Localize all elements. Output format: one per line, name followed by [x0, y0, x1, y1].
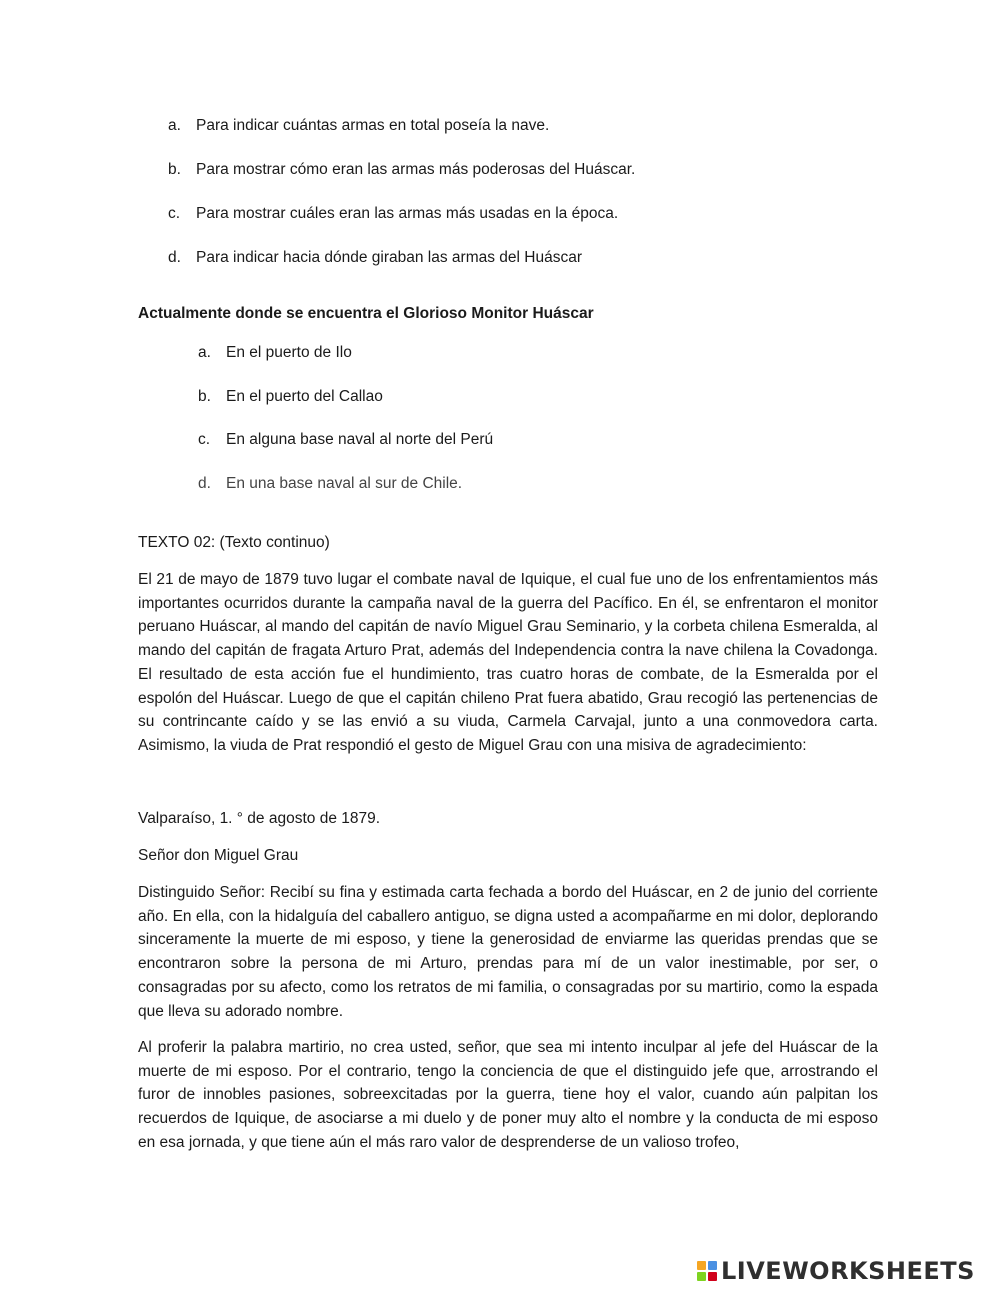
liveworksheets-logo — [697, 1256, 975, 1286]
q1-option-b[interactable] — [168, 160, 635, 180]
q2-option-d[interactable] — [198, 474, 462, 494]
option-text: En el puerto de Ilo — [226, 344, 352, 361]
letter-date-line: Valparaíso, 1. ° de agosto de 1879. — [138, 810, 381, 827]
option-text: Para mostrar cómo eran las armas más poderosas del Huáscar. — [196, 161, 636, 178]
option-letter: d. — [168, 249, 181, 266]
option-text: En una base naval al sur de Chile. — [226, 475, 463, 492]
logo-blocks-icon — [697, 1261, 717, 1281]
option-text: Para mostrar cuáles eran las armas más usadas en la época. — [196, 205, 619, 222]
option-letter: b. — [168, 161, 181, 178]
logo-text: LIVEWORKSHEETS — [721, 1257, 975, 1285]
letter-salutation: Señor don Miguel Grau — [138, 847, 299, 864]
option-letter: b. — [198, 388, 211, 405]
option-text: En alguna base naval al norte del Perú — [226, 431, 494, 448]
q2-option-a[interactable] — [198, 343, 352, 363]
option-letter: a. — [198, 344, 211, 361]
question-2-heading: Actualmente donde se encuentra el Glorioso Monitor Huáscar — [138, 305, 594, 322]
option-text: Para indicar cuántas armas en total poseía la nave. — [196, 117, 550, 134]
q1-option-d[interactable] — [168, 248, 582, 268]
option-letter: c. — [168, 205, 181, 222]
logo-block — [708, 1272, 717, 1281]
option-letter: d. — [198, 475, 211, 492]
logo-block — [697, 1261, 706, 1270]
text02-intro-paragraph: El 21 de mayo de 1879 tuvo lugar el combate naval de Iquique, el cual fue uno de los enfrentamientos más importantes ocurridos durante la campaña naval de la guerra del Pacífico. En él, se enfrentaron el monitor peruano Huáscar, al mando del capitán de navío Miguel Grau Seminario, y la corbeta chilena Esmeralda, al mando del capitán de fragata Arturo Prat, además del Independencia contra la nave chilena la Covadonga. El resultado de esta acción fue el hundimiento, tras cuatro horas de combate, de la Esmeralda por el espolón del Huáscar. Luego de que el capitán chileno Prat fuera abatido, Grau recogió las pertenencias de su contrincante caído y se las envió a su viuda, Carmela Carvajal, junto a una conmovedora carta. Asimismo, la viuda de Prat respondió el gesto de Miguel Grau con una misiva de agradecimiento: — [138, 571, 878, 754]
logo-block — [697, 1272, 706, 1281]
option-text: Para indicar hacia dónde giraban las armas del Huáscar — [196, 249, 582, 266]
option-text: En el puerto del Callao — [226, 388, 383, 405]
q1-option-c[interactable] — [168, 204, 618, 224]
q1-option-a[interactable] — [168, 116, 549, 136]
letter-paragraph-1: Distinguido Señor: Recibí su fina y estimada carta fechada a bordo del Huáscar, en 2 de junio del corriente año. En ella, con la hidalguía del caballero antiguo, se digna usted a acompañarme en mi dolor, deplorando sinceramente la muerte de mi esposo, y tiene la generosidad de enviarme las queridas prendas que se encontraron sobre la persona de mi Arturo, prendas para mí de un valor inestimable, por ser, o consagradas por su afecto, como los retratos de mi familia, o consagradas por su martirio, como la espada que lleva su adorado nombre. — [138, 884, 878, 1020]
logo-block — [708, 1261, 717, 1270]
letter-paragraph-2: Al proferir la palabra martirio, no crea usted, señor, que sea mi intento inculpar al jefe del Huáscar de la muerte de mi esposo. Por el contrario, tengo la conciencia de que el distinguido jefe que, arrostrando el furor de innobles pasiones, sobreexcitadas por la guerra, tiene hoy el valor, cuando aún palpitan los recuerdos de Iquique, de asociarse a mi duelo y de poner muy alto el nombre y la conducta de mi esposo en esa jornada, y que tiene aún el más raro valor de desprenderse de un valioso trofeo, — [138, 1039, 878, 1151]
option-letter: a. — [168, 117, 181, 134]
q2-option-b[interactable] — [198, 387, 383, 407]
option-letter: c. — [198, 431, 211, 448]
text02-title: TEXTO 02: (Texto continuo) — [138, 534, 330, 551]
q2-option-c[interactable] — [198, 430, 493, 450]
